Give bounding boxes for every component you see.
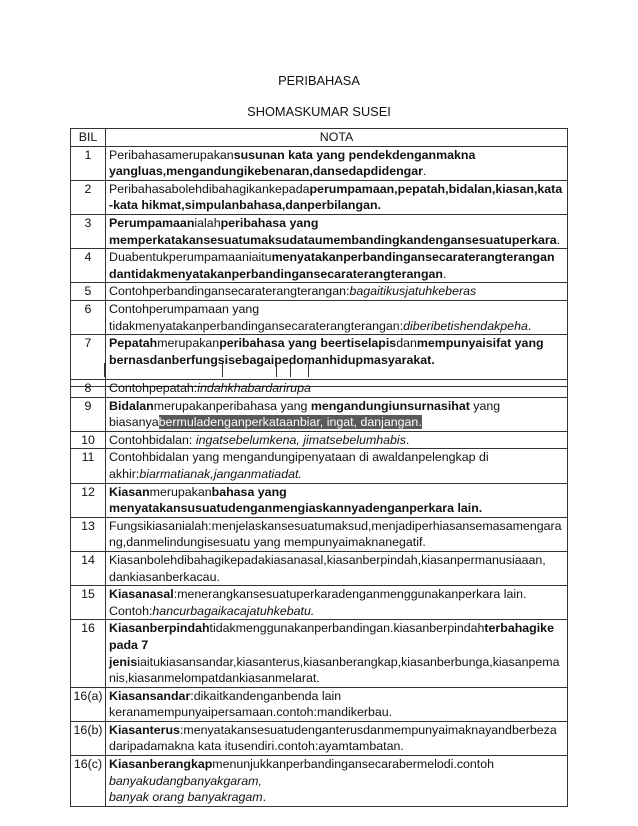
nota-text-run: dan xyxy=(396,336,417,351)
row-number: 2 xyxy=(71,180,106,214)
row-number: 7 xyxy=(71,335,106,387)
nota-text-run: Kiasanberangkap xyxy=(109,757,213,772)
gap-divider xyxy=(308,363,309,377)
table-row xyxy=(71,483,568,517)
nota-text-run: . xyxy=(556,232,561,247)
nota-text-run: Peribahasamerupakan xyxy=(109,147,234,162)
table-row xyxy=(71,449,568,483)
nota-text-run: . xyxy=(422,164,427,179)
nota-text-run: perumpamaan,pepatah,bidalan,kiasan,kata-kata hikmat,simpulanbahasa,danperbilangan. xyxy=(109,181,563,213)
nota-text-run: Contohperumpamaan yang tidakmenyatakanperbandingansecaraterangterangan: xyxy=(109,301,404,333)
table-row xyxy=(71,146,568,180)
nota-text-run: peribahasa yang memperkatakansesuatumaksudataumembandingkandengansesuatuperkara xyxy=(109,215,557,247)
row-number: 13 xyxy=(71,517,106,551)
row-note xyxy=(106,620,568,687)
table-row xyxy=(71,687,568,721)
row-note xyxy=(106,214,568,248)
nota-text-run: terbahagike pada 7 jenis xyxy=(109,621,554,669)
row-number: 6 xyxy=(71,300,106,334)
nota-text-run: banyakudangbanyakgaram, xyxy=(109,773,262,788)
nota-text-run: Kiasan xyxy=(109,484,150,499)
row-note xyxy=(106,687,568,721)
nota-text-run: mempunyaisifat yang bernasdanberfungsisebagaipedomanhidupmasyarakat. xyxy=(109,336,544,367)
nota-text-run: merupakan xyxy=(149,484,212,499)
row-note xyxy=(106,517,568,551)
nota-text-run: Contohperbandingansecaraterangterangan: xyxy=(109,284,350,299)
row-note xyxy=(106,380,568,398)
nota-text-run: hancurbagaikacajatuhkebatu. xyxy=(152,603,315,618)
nota-text-run: Perumpamaan xyxy=(109,215,195,230)
nota-text-run: biarmatianak,janganmatiadat. xyxy=(139,466,302,481)
nota-text-run: merupakanperibahasa yang xyxy=(153,398,311,413)
row-note xyxy=(106,721,568,755)
row-number: 9 xyxy=(71,397,106,431)
table-row xyxy=(71,756,568,807)
nota-text-run: Contohbidalan: xyxy=(109,432,196,447)
nota-text-run: . xyxy=(442,266,447,281)
nota-text-run: Kiasanterus xyxy=(109,722,180,737)
notes-table-part-2 xyxy=(70,379,568,807)
table-row xyxy=(71,721,568,755)
nota-text-run: . xyxy=(405,432,410,447)
table-row xyxy=(71,380,568,398)
nota-text-run: Kiasansandar xyxy=(109,688,191,703)
table-row xyxy=(71,249,568,283)
nota-text-run: ialah xyxy=(194,215,221,230)
gap-divider xyxy=(222,363,223,377)
table-row xyxy=(71,180,568,214)
row-number: 11 xyxy=(71,449,106,483)
gap-divider xyxy=(276,363,277,377)
nota-text-run: mengandungiunsurnasihat xyxy=(310,398,470,413)
row-number: 14 xyxy=(71,551,106,585)
nota-text-run: menunjukkanperbandingansecarabermelodi.contoh xyxy=(212,757,495,772)
nota-text-run: Kiasanberpindah xyxy=(109,621,210,636)
table-header-row xyxy=(71,129,568,147)
row-number: 5 xyxy=(71,283,106,301)
row-note xyxy=(106,551,568,585)
nota-text-run: :menyatakansesuatudenganterusdanmempunyaimaknayandberbeza daripadamakna kata itusendiri.contoh:ayamtambatan. xyxy=(109,722,557,754)
table-row xyxy=(71,620,568,687)
row-number: 10 xyxy=(71,431,106,449)
table-row xyxy=(71,431,568,449)
nota-text-run: Duabentukperumpamaaniaitu xyxy=(109,250,272,265)
nota-text-run: Fungsikiasanialah:menjelaskansesuatumaksud,menjadiperhiasansemasamengarang,danmelindungisesuatu yang mempunyaimaknanegatif. xyxy=(109,518,562,550)
nota-text-run: :menerangkansesuatuperkaradenganmenggunakanperkara lain. xyxy=(173,587,527,602)
row-note xyxy=(106,431,568,449)
row-note xyxy=(106,397,568,431)
nota-text-run: iaitukiasansandar,kiasanterus,kiasanberangkap,kiasanberbunga,kiasanpemanis,kiasanmelompatdankiasanmelarat. xyxy=(109,654,560,686)
header-bil: BIL xyxy=(71,129,106,147)
row-note xyxy=(106,586,568,620)
nota-text-run: menyatakanperbandingansecaraterangterangan dantidakmenyatakanperbandingansecaraterangterangan xyxy=(109,250,555,281)
row-number: 15 xyxy=(71,586,106,620)
document-author: SHOMASKUMAR SUSEI xyxy=(247,104,391,119)
nota-text-run: Kiasanbolehdibahagikepadakiasanasal,kiasanberpindah,kiasanpermanusiaaan, dankiasanberkacau. xyxy=(109,552,546,584)
document-title: PERIBAHASA xyxy=(278,73,360,88)
row-note xyxy=(106,449,568,483)
row-note xyxy=(106,300,568,334)
nota-text-run: diberibetishendakpeha xyxy=(403,318,528,333)
table-row xyxy=(71,283,568,301)
nota-text-run: Pepatah xyxy=(109,336,158,351)
row-number: 1 xyxy=(71,146,106,180)
nota-text-run: Contohbidalan yang mengandungipenyataan di awaldanpelengkap di akhir: xyxy=(109,450,489,481)
nota-text-run: . xyxy=(527,318,532,333)
row-number: 16 xyxy=(71,620,106,687)
nota-text-run: Bidalan xyxy=(109,398,154,413)
gap-divider xyxy=(290,363,291,377)
table-row xyxy=(71,214,568,248)
row-number: 3 xyxy=(71,214,106,248)
nota-text-run: bahasa yang menyatakansusuatudenganmengiaskannyadenganperkara lain. xyxy=(109,484,483,516)
nota-text-run: bermuladenganperkataanbiar, ingat, danjangan. xyxy=(158,415,422,430)
nota-text-run: Peribahasabolehdibahagikankepada xyxy=(109,181,310,196)
row-note xyxy=(106,249,568,283)
header-nota: NOTA xyxy=(106,129,568,147)
row-note xyxy=(106,483,568,517)
row-number: 12 xyxy=(71,483,106,517)
row-number: 16(c) xyxy=(71,756,106,807)
row-number: 8 xyxy=(71,380,106,398)
table-row xyxy=(71,586,568,620)
row-number: 16(b) xyxy=(71,721,106,755)
nota-text-run: peribahasa yang beertiselapis xyxy=(219,336,397,351)
gap-divider xyxy=(104,363,105,377)
table-row xyxy=(71,300,568,334)
row-note xyxy=(106,283,568,301)
nota-text-run: banyak orang banyakragam xyxy=(109,790,263,805)
row-note xyxy=(106,756,568,807)
nota-text-run: . xyxy=(262,790,267,805)
nota-text-run: Kiasanasal xyxy=(109,587,174,602)
nota-text-run: indahkhabardarirupa xyxy=(197,381,311,395)
nota-text-run: Contohpepatah: xyxy=(109,381,198,395)
table-row xyxy=(71,551,568,585)
row-note xyxy=(106,146,568,180)
table-row xyxy=(71,517,568,551)
nota-text-run: yang biasanya xyxy=(109,398,501,430)
row-note xyxy=(106,180,568,214)
nota-text-run: tidakmenggunakanperbandingan.kiasanberpindah xyxy=(209,621,485,636)
table-row xyxy=(71,397,568,431)
nota-text-run: Contoh: xyxy=(109,603,153,618)
nota-text-run: bagaitikusjatuhkeberas xyxy=(349,284,477,299)
nota-text-run: :dikaitkandenganbenda lain keranamempunyaipersamaan.contoh:mandikerbau. xyxy=(109,688,393,720)
row-number: 4 xyxy=(71,249,106,283)
row-number: 16(a) xyxy=(71,687,106,721)
table-gap-row xyxy=(70,363,568,377)
nota-text-run: merupakan xyxy=(157,336,220,351)
nota-text-run: ingatsebelumkena, jimatsebelumhabis xyxy=(195,432,406,447)
notes-table-part-1 xyxy=(70,128,568,387)
nota-text-run: susunan kata yang pendekdenganmakna yangluas,mengandungikebenaran,dansedapdidengar xyxy=(109,147,476,179)
